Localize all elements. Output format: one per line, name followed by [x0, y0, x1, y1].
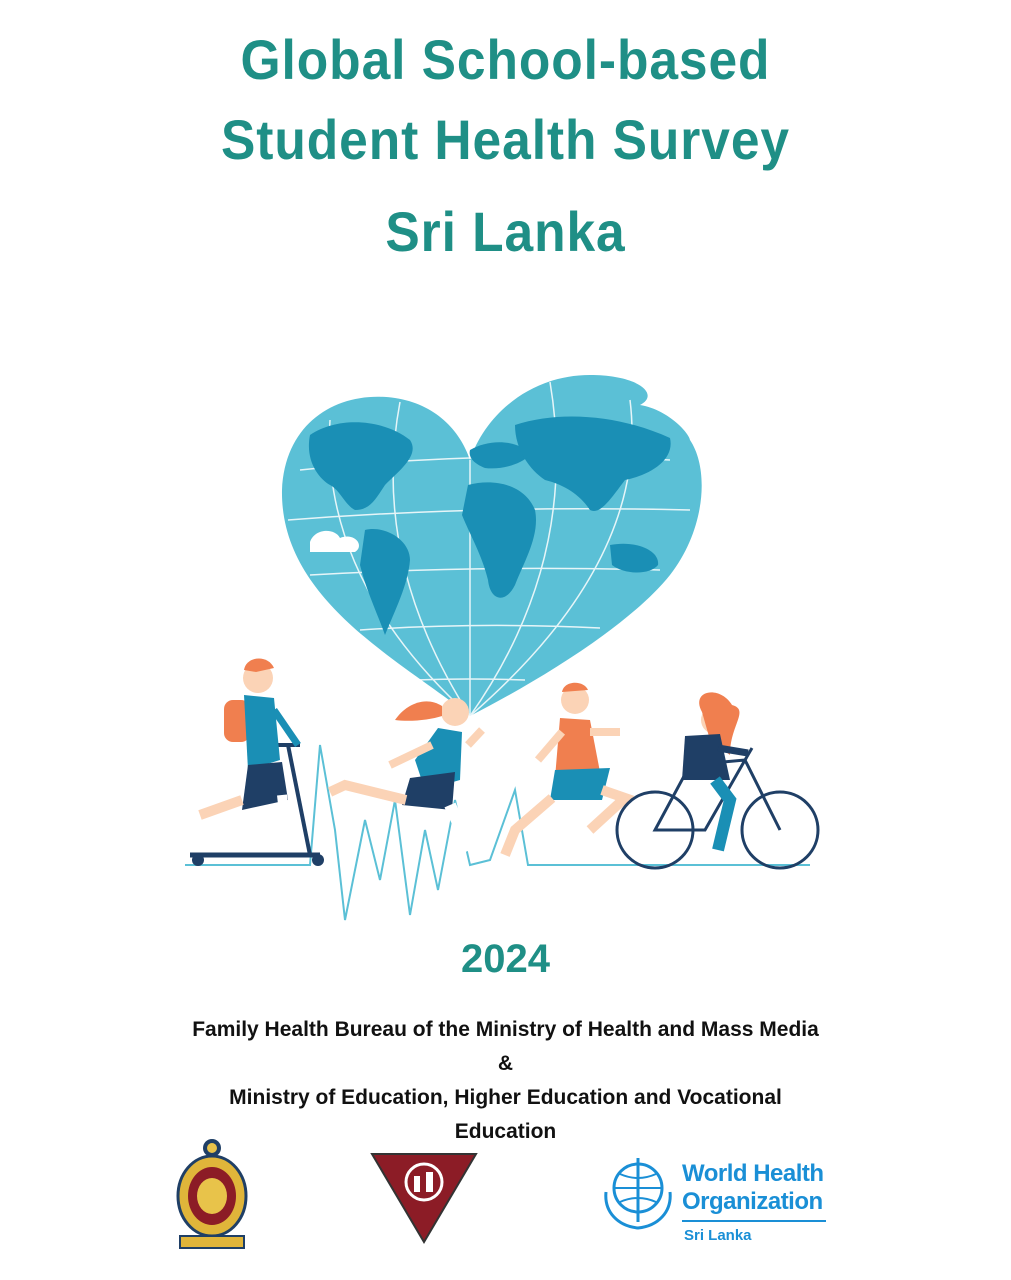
who-divider	[682, 1220, 826, 1222]
running-boy-figure	[505, 683, 625, 855]
title-line-3: Sri Lanka	[385, 200, 626, 263]
org-line-3: Education	[454, 1120, 557, 1143]
sri-lanka-emblem-icon	[172, 1136, 252, 1252]
title-line-1: Global School-based	[240, 28, 771, 91]
cyclist-figure	[617, 692, 818, 868]
who-emblem-icon	[598, 1152, 678, 1232]
org-line-1: Family Health Bureau of the Ministry of Health and Mass Media	[192, 1018, 819, 1041]
title-line-2: Student Health Survey	[221, 108, 790, 171]
cover-illustration	[170, 360, 850, 930]
year-label: 2024	[461, 937, 550, 981]
heart-globe-icon	[282, 375, 702, 716]
ampersand-label: &	[497, 1052, 514, 1075]
running-girl-figure	[330, 698, 482, 850]
who-logo	[598, 1152, 838, 1252]
who-name-line-2: Organization	[682, 1188, 823, 1215]
who-country-label: Sri Lanka	[684, 1227, 752, 1244]
family-health-bureau-logo-icon	[368, 1150, 480, 1246]
org-line-2: Ministry of Education, Higher Education and Vocational	[229, 1086, 782, 1109]
scooter-boy-figure	[190, 658, 324, 866]
who-name-line-1: World Health	[682, 1160, 824, 1187]
